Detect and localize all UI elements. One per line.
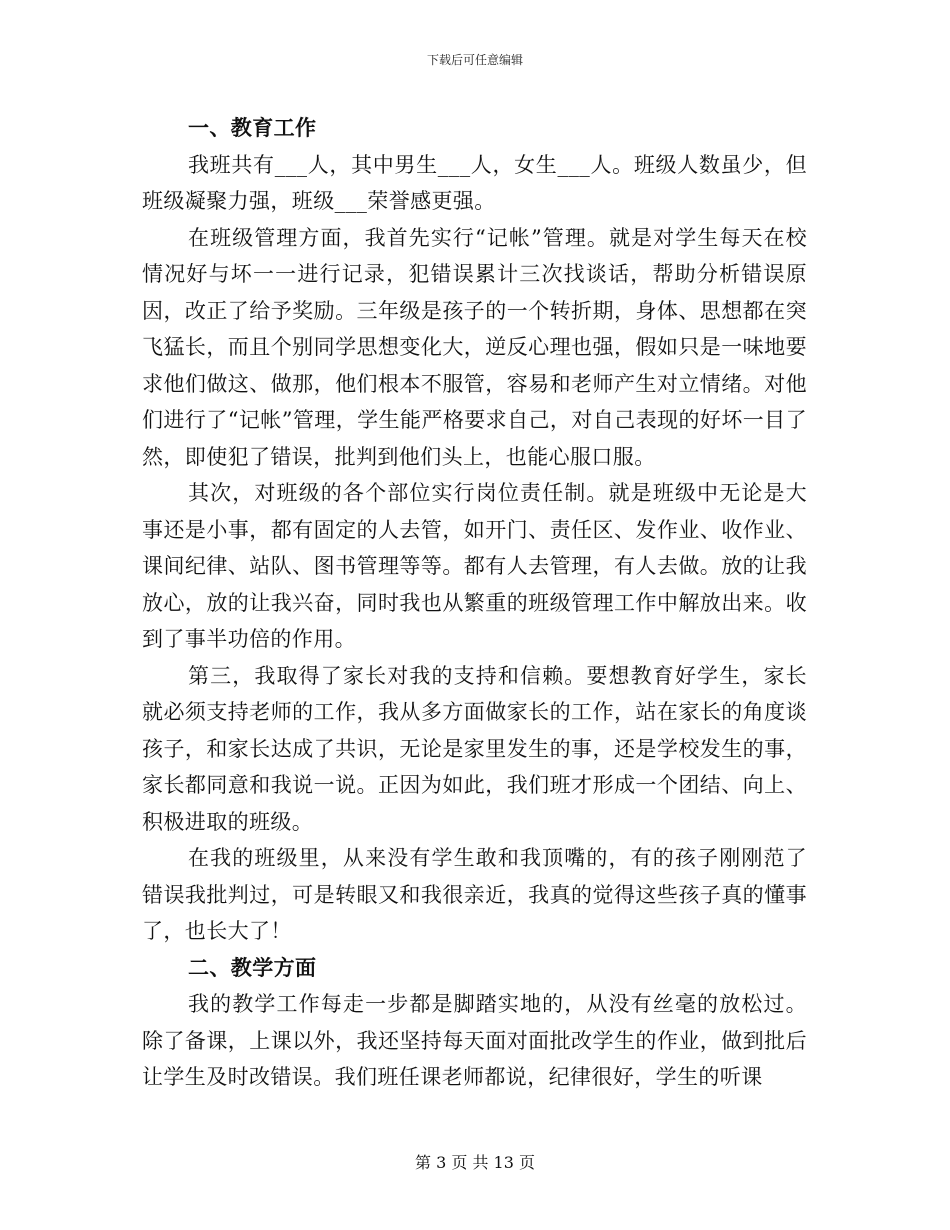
paragraph-class-size: 我班共有___人，其中男生___人，女生___人。班级人数虽少，但班级凝聚力强，班级___荣誉感更强。 — [142, 152, 807, 213]
document-body — [142, 110, 807, 1096]
paragraph-responsibility-system: 其次，对班级的各个部位实行岗位责任制。就是班级中无论是大事还是小事，都有固定的人去管，如开门、责任区、发作业、收作业、课间纪律、站队、图书管理等等。都有人去管理，有人去做。放的让我放心，放的让我兴奋，同时我也从繁重的班级管理工作中解放出来。收到了事半功倍的作用。 — [142, 481, 807, 651]
page-number-footer: 第 3 页 共 13 页 — [415, 1153, 535, 1172]
paragraph-class-relationship: 在我的班级里，从来没有学生敢和我顶嘴的，有的孩子刚刚范了错误我批判过，可是转眼又和我很亲近，我真的觉得这些孩子真的懂事了，也长大了！ — [142, 846, 807, 943]
section-heading-education: 一、教育工作 — [188, 115, 317, 140]
paragraph-record-management: 在班级管理方面，我首先实行“记帐”管理。就是对学生每天在校情况好与坏一一进行记录，犯错误累计三次找谈话，帮助分析错误原因，改正了给予奖励。三年级是孩子的一个转折期，身体、思想都在突飞猛长，而且个别同学思想变化大，逆反心理也强，假如只是一味地要求他们做这、做那，他们根本不服管，容易和老师产生对立情绪。对他们进行了“记帐”管理，学生能严格要求自己，对自己表现的好坏一目了然，即使犯了错误，批判到他们头上，也能心服口服。 — [142, 225, 807, 469]
paragraph-teaching-work: 我的教学工作每走一步都是脚踏实地的，从没有丝毫的放松过。除了备课，上课以外，我还坚持每天面对面批改学生的作业，做到批后让学生及时改错误。我们班任课老师都说，纪律很好，学生的听课 — [142, 992, 807, 1089]
paragraph-parent-support: 第三，我取得了家长对我的支持和信赖。要想教育好学生，家长就必须支持老师的工作，我从多方面做家长的工作，站在家长的角度谈孩子，和家长达成了共识，无论是家里发生的事，还是学校发生的事，家长都同意和我说一说。正因为如此，我们班才形成一个团结、向上、积极进取的班级。 — [142, 663, 807, 834]
section-heading-teaching: 二、教学方面 — [188, 954, 317, 980]
page-header: 下载后可任意编辑 — [426, 53, 523, 67]
